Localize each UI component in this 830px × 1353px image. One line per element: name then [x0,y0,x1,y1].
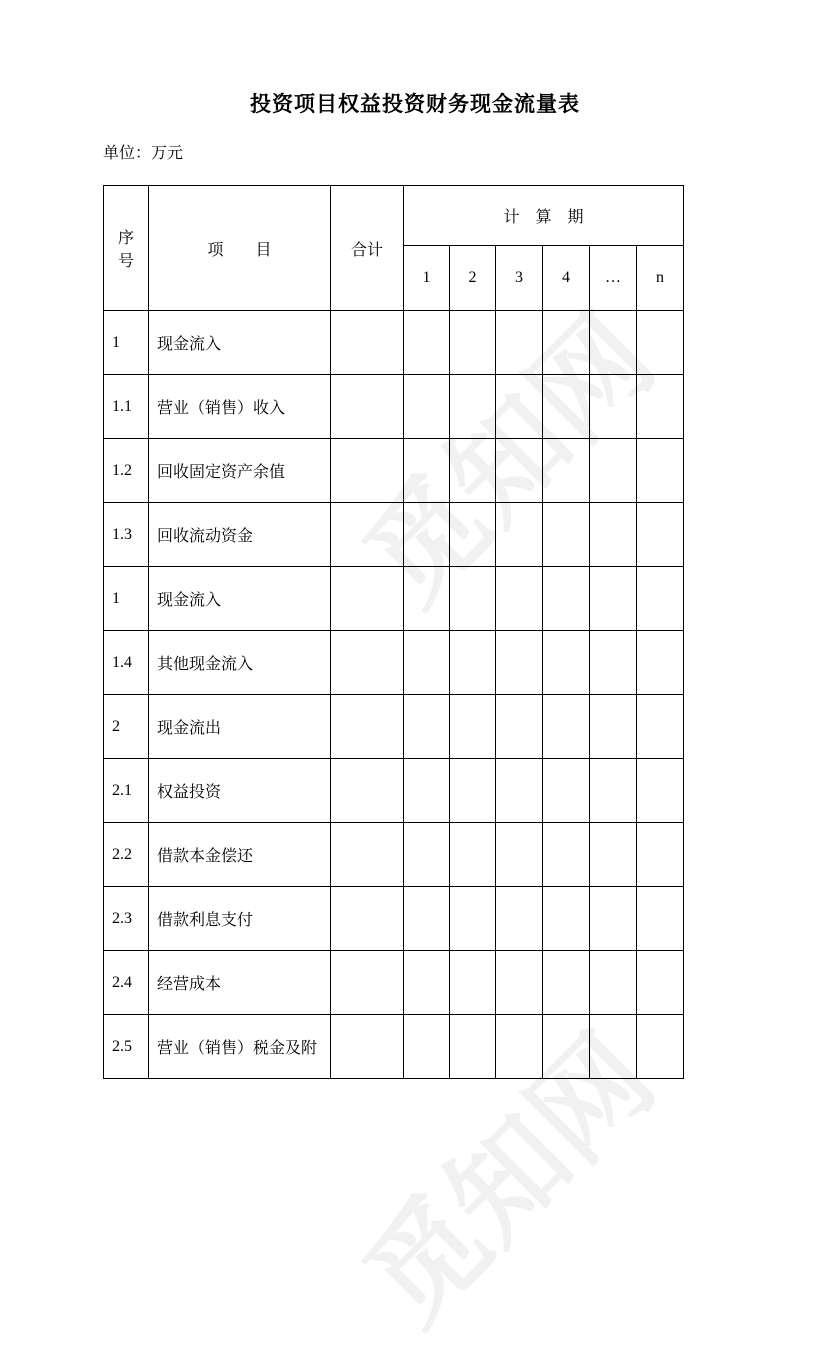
serial-cell: 2 [104,695,149,759]
serial-cell: 2.2 [104,823,149,887]
item-cell: 回收流动资金 [149,503,331,567]
value-cell [637,887,684,951]
value-cell [637,695,684,759]
value-cell [450,567,496,631]
serial-cell: 1.1 [104,375,149,439]
value-cell [543,631,590,695]
header-serial: 序号 [104,186,149,311]
value-cell [450,823,496,887]
total-cell [331,695,404,759]
value-cell [543,887,590,951]
total-cell [331,1015,404,1079]
value-cell [404,887,450,951]
value-cell [543,439,590,503]
value-cell [637,759,684,823]
value-cell [590,887,637,951]
total-cell [331,823,404,887]
item-cell: 回收固定资产余值 [149,439,331,503]
cash-flow-table [103,185,684,1079]
serial-cell: 2.5 [104,1015,149,1079]
value-cell [590,759,637,823]
value-cell [543,1015,590,1079]
value-cell [404,695,450,759]
value-cell [404,1015,450,1079]
value-cell [404,567,450,631]
value-cell [590,1015,637,1079]
value-cell [543,311,590,375]
value-cell [450,695,496,759]
serial-cell: 1 [104,311,149,375]
table-header-row-1 [104,186,684,246]
value-cell [496,567,543,631]
value-cell [590,503,637,567]
total-cell [331,311,404,375]
value-cell [450,311,496,375]
value-cell [637,311,684,375]
header-period-3: 3 [496,246,543,311]
value-cell [590,375,637,439]
header-item: 项 目 [149,186,331,311]
header-total: 合计 [331,186,404,311]
value-cell [637,823,684,887]
value-cell [590,695,637,759]
value-cell [496,1015,543,1079]
value-cell [496,951,543,1015]
item-cell: 权益投资 [149,759,331,823]
value-cell [543,375,590,439]
value-cell [404,375,450,439]
header-period-1: 1 [404,246,450,311]
table-row [104,439,684,503]
table-row [104,503,684,567]
value-cell [404,311,450,375]
value-cell [450,1015,496,1079]
value-cell [590,311,637,375]
serial-cell: 1 [104,567,149,631]
header-period-group: 计 算 期 [404,186,684,246]
total-cell [331,759,404,823]
total-cell [331,375,404,439]
value-cell [404,823,450,887]
value-cell [404,631,450,695]
value-cell [404,503,450,567]
serial-cell: 2.4 [104,951,149,1015]
item-cell: 现金流入 [149,311,331,375]
value-cell [590,823,637,887]
value-cell [496,695,543,759]
item-cell: 现金流出 [149,695,331,759]
value-cell [543,567,590,631]
value-cell [496,503,543,567]
item-cell: 借款本金偿还 [149,823,331,887]
item-cell: 其他现金流入 [149,631,331,695]
value-cell [543,503,590,567]
value-cell [543,951,590,1015]
value-cell [543,759,590,823]
value-cell [450,439,496,503]
watermark-text: 觅知网 [342,292,678,628]
table-row [104,567,684,631]
table-row [104,823,684,887]
value-cell [637,951,684,1015]
table-row [104,375,684,439]
table-row [104,1015,684,1079]
value-cell [637,567,684,631]
value-cell [590,439,637,503]
value-cell [450,759,496,823]
value-cell [404,951,450,1015]
value-cell [637,631,684,695]
page-title: 投资项目权益投资财务现金流量表 [250,93,580,116]
header-period-4: 4 [543,246,590,311]
value-cell [543,823,590,887]
value-cell [590,567,637,631]
table-row [104,311,684,375]
value-cell [496,631,543,695]
item-cell: 借款利息支付 [149,887,331,951]
serial-cell: 2.1 [104,759,149,823]
table-row [104,951,684,1015]
value-cell [496,375,543,439]
value-cell [637,439,684,503]
item-cell: 经营成本 [149,951,331,1015]
value-cell [637,375,684,439]
serial-cell: 1.3 [104,503,149,567]
value-cell [496,439,543,503]
value-cell [496,887,543,951]
serial-cell: 1.2 [104,439,149,503]
value-cell [590,951,637,1015]
value-cell [404,439,450,503]
unit-label: 单位：万元 [103,145,184,162]
total-cell [331,951,404,1015]
table-row [104,695,684,759]
value-cell [496,823,543,887]
value-cell [637,1015,684,1079]
value-cell [450,887,496,951]
value-cell [496,759,543,823]
item-cell: 营业（销售）税金及附 [149,1015,331,1079]
value-cell [590,631,637,695]
header-period-ellipsis: … [590,246,637,311]
item-cell: 营业（销售）收入 [149,375,331,439]
total-cell [331,887,404,951]
total-cell [331,631,404,695]
serial-cell: 1.4 [104,631,149,695]
header-period-2: 2 [450,246,496,311]
value-cell [496,311,543,375]
table-row [104,887,684,951]
value-cell [450,951,496,1015]
value-cell [450,503,496,567]
value-cell [450,375,496,439]
header-period-n: n [637,246,684,311]
table-row [104,631,684,695]
value-cell [637,503,684,567]
total-cell [331,439,404,503]
table-row [104,759,684,823]
total-cell [331,503,404,567]
value-cell [450,631,496,695]
serial-cell: 2.3 [104,887,149,951]
total-cell [331,567,404,631]
watermark-text: 觅知网 [342,1012,678,1348]
value-cell [543,695,590,759]
item-cell: 现金流入 [149,567,331,631]
value-cell [404,759,450,823]
